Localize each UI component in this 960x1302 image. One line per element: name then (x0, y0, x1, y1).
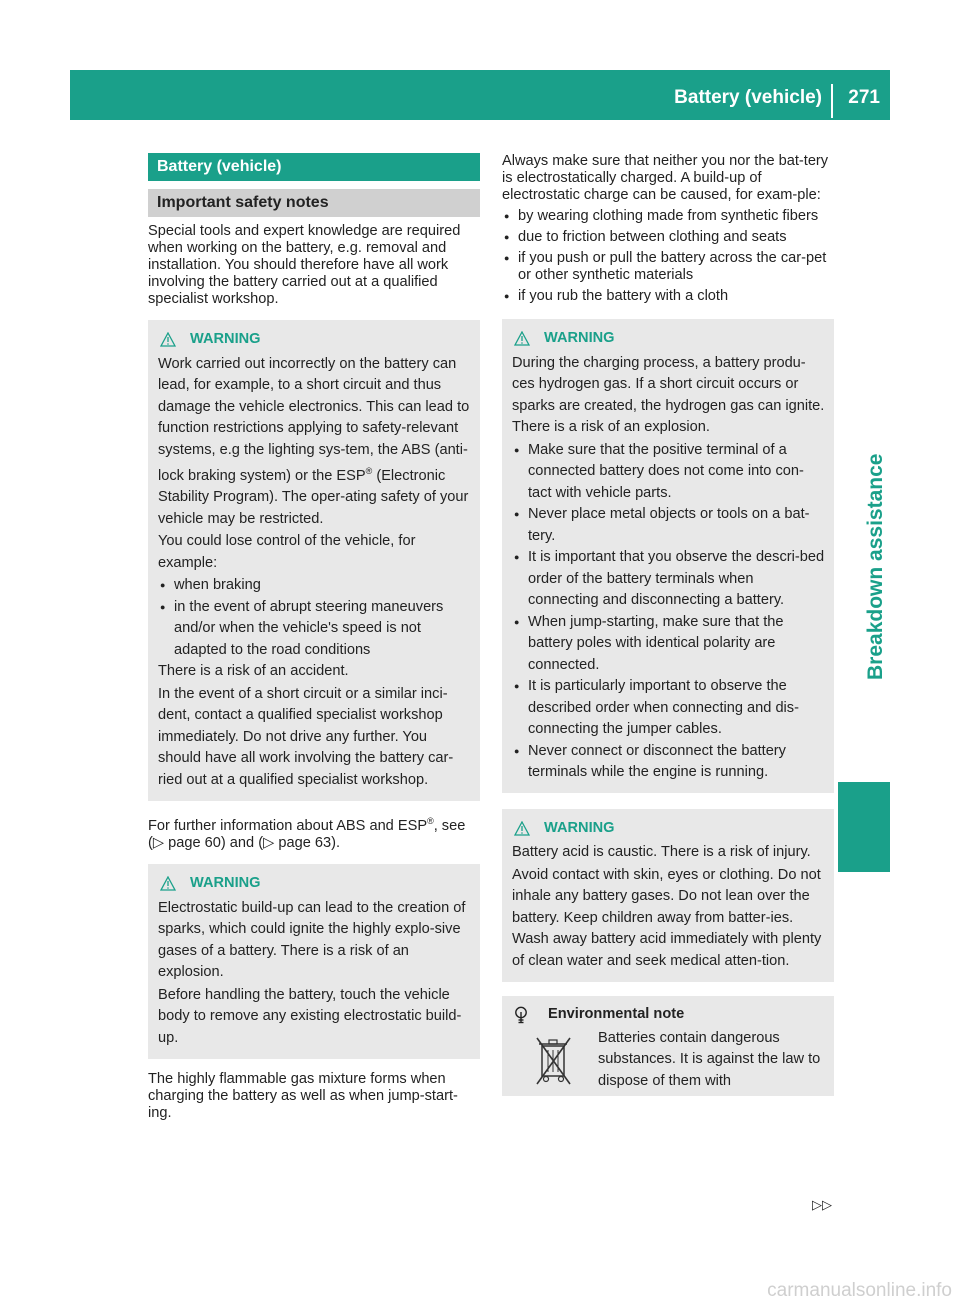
outro-paragraph: The highly flammable gas mixture forms when charging the battery as well as when jump-start-ing. (148, 1071, 458, 1122)
warning-box (148, 864, 480, 1059)
bullet-item: ● if you rub the battery with a cloth (502, 288, 834, 305)
intro-paragraph: Always make sure that neither you nor the bat-tery is electrostatically charged. A build-up of electrostatic charge can be caused, for exam-ple: (502, 153, 829, 203)
environmental-note-text: Batteries contain dangerous substances. It is against the law to dispose of them with (598, 1029, 821, 1089)
warning-text: In the event of a short circuit or a similar inci-dent, contact a qualified specialist workshop immediately. Do not drive any further. You should have all work involving the battery car-ried out at a qualified specialist workshop. (158, 685, 454, 788)
warning-text: Work carried out incorrectly on the battery can lead, for example, to a short circuit and thus damage the vehicle electronics. This can lead to function restrictions applying to safety-relevant systems, e.g the lighting sys-tem, the ABS (anti-lock braking system) or the ESP® (Electronic Stability Program). The oper-ating safety of your vehicle may be restricted. (158, 355, 470, 527)
warning-box (502, 809, 834, 983)
environmental-note-body (512, 1028, 824, 1094)
bullet-item: ● when braking (158, 575, 472, 597)
warning-label: WARNING (544, 819, 615, 836)
warning-heading (512, 818, 826, 840)
environmental-note-heading (512, 1004, 824, 1026)
bullet-item: ● Never place metal objects or tools on a bat-tery. (512, 504, 826, 547)
further-info-paragraph: For further information about ABS and ESP®, see (▷ page 60) and (▷ page 63). (148, 816, 466, 852)
warning-label: WARNING (544, 330, 615, 346)
intro-paragraph: Special tools and expert knowledge are required when working on the battery, e.g. removal and installation. You should therefore have all work involving the battery carried out at a qualified specialist workshop. (148, 223, 461, 307)
environmental-note-label: Environmental note (548, 1006, 685, 1022)
warning-bullet-list (158, 575, 472, 661)
warning-triangle-icon (160, 332, 176, 347)
warning-label: WARNING (190, 331, 261, 347)
environmental-note-box (502, 996, 834, 1096)
bullet-item: ● Make sure that the positive terminal of a connected battery does not come into con-tact with vehicle parts. (512, 440, 826, 505)
warning-heading (512, 328, 826, 350)
header-title: Battery (vehicle) (674, 87, 822, 108)
bullet-item: ● Never connect or disconnect the battery terminals while the engine is running. (512, 741, 826, 784)
warning-triangle-icon (514, 331, 530, 346)
bullet-item: ● due to friction between clothing and seats (502, 229, 834, 246)
bullet-item: ● It is important that you observe the descri-bed order of the battery terminals when connecting and disconnecting a battery. (512, 547, 826, 612)
page-number: 271 (848, 87, 880, 108)
bullet-item: ● if you push or pull the battery across the car-pet or other synthetic materials (502, 250, 834, 284)
bullet-item: ● in the event of abrupt steering maneuvers and/or when the vehicle's speed is not adapted to the road conditions (158, 597, 472, 662)
subsection-title: Important safety notes (148, 189, 480, 217)
side-tab-marker (838, 782, 890, 872)
bullet-item: ● by wearing clothing made from synthetic fibers (502, 208, 834, 225)
warning-label: WARNING (190, 875, 261, 892)
crossed-bin-icon (512, 1028, 598, 1094)
side-tab-label: Breakdown assistance (864, 453, 887, 680)
warning-text: Avoid contact with skin, eyes or clothing. Do not inhale any battery gases. Do not lean over the battery. Keep children away from batter-ies. Wash away battery acid immediately with plenty of clean water and seek medical atten-tion. (512, 866, 822, 969)
warning-text: Before handling the battery, touch the vehicle body to remove any existing electrostatic build-up. (158, 986, 462, 1046)
bullet-item: ● It is particularly important to observe the described order when connecting and dis-connecting the jumper cables. (512, 676, 826, 741)
header-separator (831, 84, 833, 118)
warning-bullet-list (512, 440, 826, 784)
side-tab (838, 120, 890, 770)
section-title: Battery (vehicle) (148, 153, 480, 181)
warning-triangle-icon (160, 876, 176, 891)
warning-heading (158, 329, 472, 351)
warning-heading (158, 873, 472, 895)
continue-arrows-icon: ▷▷ (812, 1197, 832, 1212)
left-column (148, 153, 480, 1122)
warning-text: During the charging process, a battery produ-ces hydrogen gas. If a short circuit occurs or sparks are created, the hydrogen gas can ignite. There is a risk of an explosion. (512, 354, 825, 435)
watermark: carmanualsonline.info (767, 1280, 952, 1301)
warning-box (148, 320, 480, 801)
warning-text: Electrostatic build-up can lead to the creation of sparks, which could ignite the highly explo-sive gases of a battery. There is a risk of an explosion. (158, 899, 466, 981)
right-column (502, 153, 834, 1096)
lightbulb-icon (514, 1006, 528, 1024)
warning-text: You could lose control of the vehicle, for example: (158, 533, 416, 571)
warning-box (502, 319, 834, 793)
warning-text: Battery acid is caustic. There is a risk of injury. (512, 844, 811, 860)
page-header (70, 70, 890, 120)
warning-triangle-icon (514, 821, 530, 836)
cause-bullet-list (502, 208, 834, 305)
warning-text: There is a risk of an accident. (158, 663, 349, 680)
bullet-item: ● When jump-starting, make sure that the battery poles with identical polarity are connected. (512, 612, 826, 677)
